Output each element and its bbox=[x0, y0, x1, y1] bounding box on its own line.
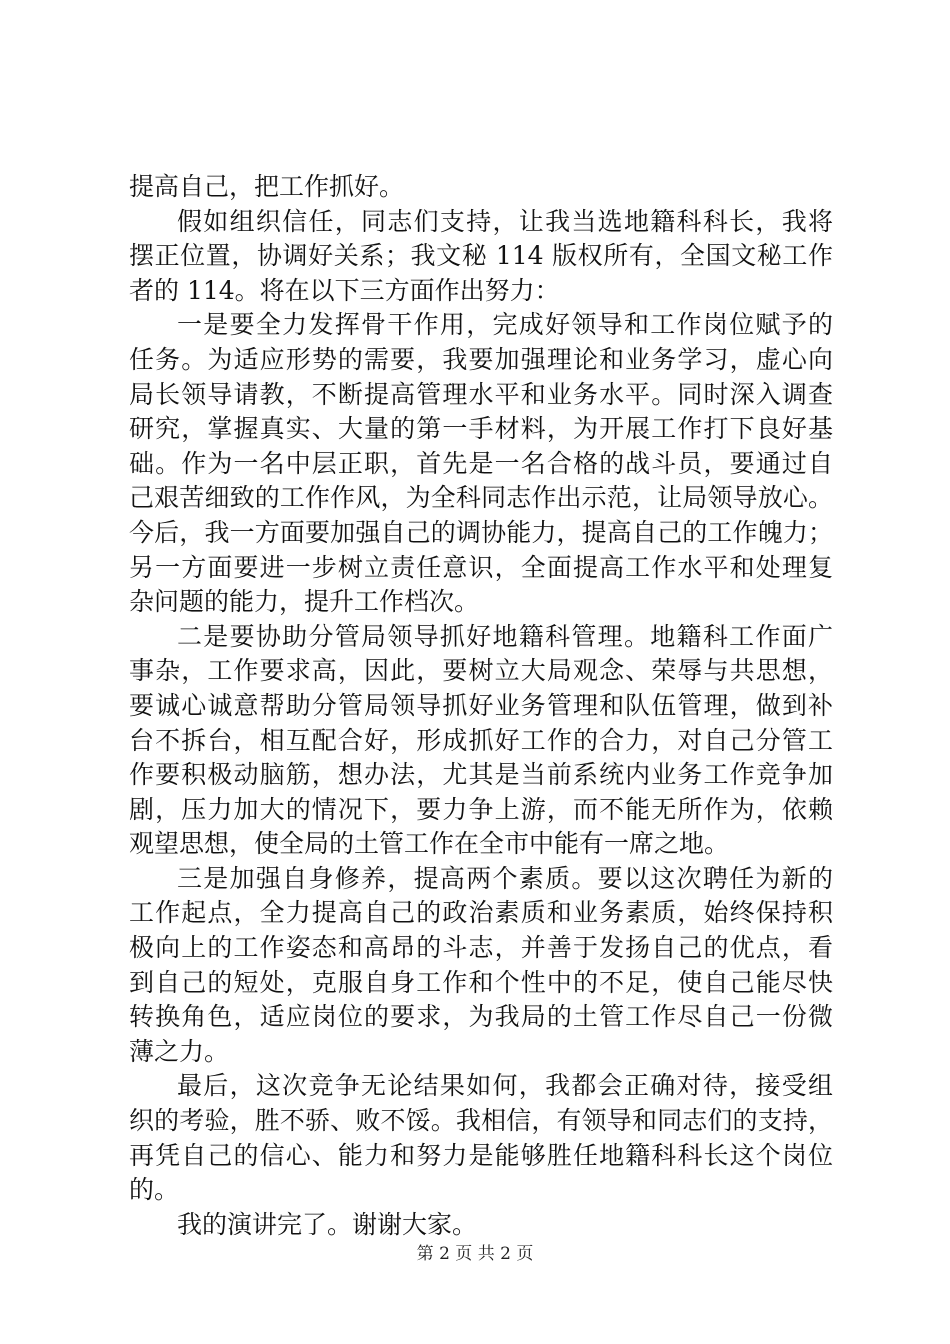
text-line: 剧，压力加大的情况下，要力争上游，而不能无所作为，依赖 bbox=[129, 794, 833, 824]
text-line: 杂问题的能力，提升工作档次。 bbox=[129, 587, 480, 617]
text-line: 转换角色，适应岗位的要求，为我局的土管工作尽自己一份微 bbox=[129, 1002, 833, 1032]
text-line: 我的演讲完了。谢谢大家。 bbox=[177, 1209, 478, 1239]
text-line: 织的考验，胜不骄、败不馁。我相信，有领导和同志们的支持， bbox=[129, 1106, 833, 1136]
text-line: 要诚心诚意帮助分管局领导抓好业务管理和队伍管理，做到补 bbox=[129, 690, 833, 720]
text-line: 摆正位置，协调好关系；我文秘 114 版权所有，全国文秘工作 bbox=[129, 241, 833, 271]
text-line: 三是加强自身修养，提高两个素质。要以这次聘任为新的 bbox=[177, 863, 833, 893]
text-line: 另一方面要进一步树立责任意识，全面提高工作水平和处理复 bbox=[129, 552, 833, 582]
text-line: 假如组织信任，同志们支持，让我当选地籍科科长，我将 bbox=[177, 206, 833, 236]
text-line: 研究，掌握真实、大量的第一手材料，为开展工作打下良好基 bbox=[129, 414, 833, 444]
text-line: 任务。为适应形势的需要，我要加强理论和业务学习，虚心向 bbox=[129, 344, 833, 374]
text-line: 工作起点，全力提高自己的政治素质和业务素质，始终保持积 bbox=[129, 898, 833, 928]
text-line: 局长领导请教，不断提高管理水平和业务水平。同时深入调查 bbox=[129, 379, 833, 409]
text-line: 最后，这次竞争无论结果如何，我都会正确对待，接受组 bbox=[177, 1071, 833, 1101]
text-line: 再凭自己的信心、能力和努力是能够胜任地籍科科长这个岗位 bbox=[129, 1140, 833, 1170]
text-line: 台不拆台，相互配合好，形成抓好工作的合力，对自己分管工 bbox=[129, 725, 833, 755]
text-line: 础。作为一名中层正职，首先是一名合格的战斗员，要通过自 bbox=[129, 448, 833, 478]
text-line: 观望思想，使全局的土管工作在全市中能有一席之地。 bbox=[129, 829, 730, 859]
text-line: 薄之力。 bbox=[129, 1036, 230, 1066]
text-line: 的。 bbox=[129, 1175, 180, 1205]
text-line: 事杂，工作要求高，因此，要树立大局观念、荣辱与共思想， bbox=[129, 656, 833, 686]
text-line: 作要积极动脑筋，想办法，尤其是当前系统内业务工作竞争加 bbox=[129, 760, 833, 790]
text-line: 二是要协助分管局领导抓好地籍科管理。地籍科工作面广 bbox=[177, 621, 833, 651]
text-line: 今后，我一方面要加强自己的调协能力，提高自己的工作魄力； bbox=[129, 517, 833, 547]
page-footer: 第 2 页 共 2 页 bbox=[416, 1244, 534, 1264]
text-line: 者的 114。将在以下三方面作出努力： bbox=[129, 275, 560, 305]
text-line: 提高自己，把工作抓好。 bbox=[129, 172, 405, 201]
text-line: 极向上的工作姿态和高昂的斗志，并善于发扬自己的优点，看 bbox=[129, 933, 833, 963]
text-line: 到自己的短处，克服自身工作和个性中的不足，使自己能尽快 bbox=[129, 967, 833, 997]
text-line: 己艰苦细致的工作作风，为全科同志作出示范，让局领导放心。 bbox=[129, 483, 833, 513]
document-body bbox=[129, 170, 833, 1242]
text-line: 一是要全力发挥骨干作用，完成好领导和工作岗位赋予的 bbox=[177, 310, 833, 340]
